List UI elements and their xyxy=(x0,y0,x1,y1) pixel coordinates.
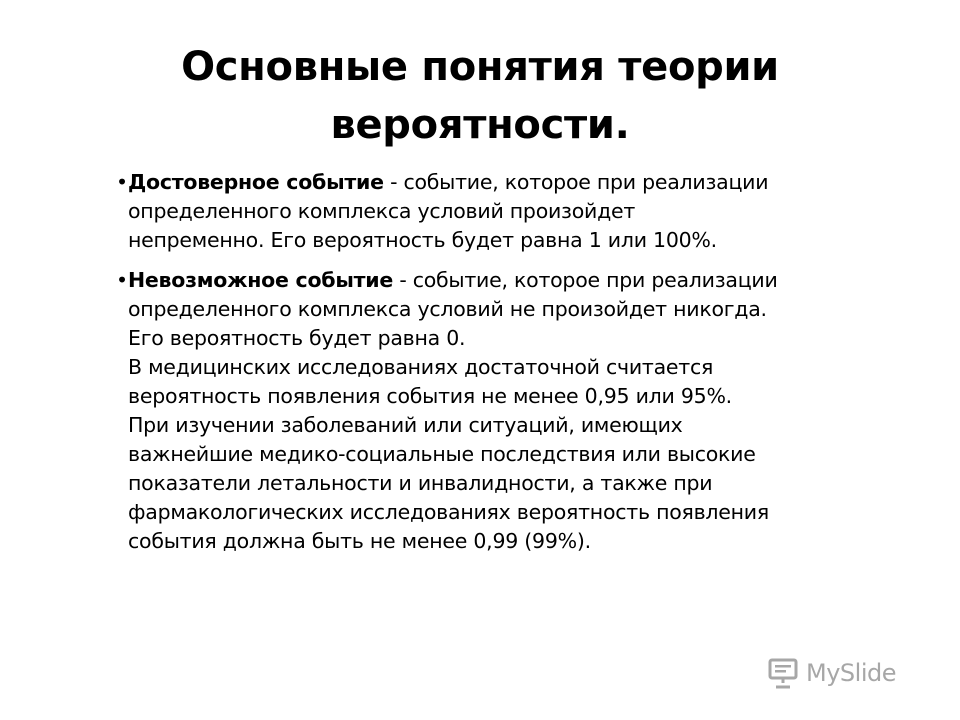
watermark-text: MySlide xyxy=(806,659,896,687)
slide-title xyxy=(40,38,920,154)
bullet-text-line: вероятность появления события не менее 0,95 или 95%. xyxy=(128,384,732,408)
slide-title-line-1: Основные понятия теории xyxy=(181,44,779,90)
term-impossible-event: Невозможное событие xyxy=(128,268,394,292)
bullet-item-certain-event xyxy=(116,168,948,255)
bullet-text-line: определенного комплекса условий не произойдет никогда. xyxy=(128,297,767,321)
definition-start: - событие, которое при реализации xyxy=(393,268,778,292)
bullet-dot-icon: • xyxy=(116,268,128,292)
bullet-dot-icon: • xyxy=(116,170,128,194)
bullet-first-line xyxy=(128,168,948,197)
slide-title-line-2: вероятности. xyxy=(330,102,630,148)
definition-start: - событие, которое при реализации xyxy=(383,170,769,194)
bullet-text-line: определенного комплекса условий произойдет xyxy=(128,199,636,223)
bullet-text-line: события должна быть не менее 0,99 (99%). xyxy=(128,529,591,553)
bullet-item-impossible-event xyxy=(116,266,948,556)
bullet-text-line: важнейшие медико-социальные последствия или высокие xyxy=(128,442,756,466)
myslide-watermark xyxy=(766,655,896,691)
bullet-text-line: В медицинских исследованиях достаточной считается xyxy=(128,355,714,379)
bullet-list xyxy=(116,168,948,556)
bullet-text-line: показатели летальности и инвалидности, а также при xyxy=(128,471,713,495)
bullet-first-line xyxy=(128,266,948,295)
bullet-text-line: непременно. Его вероятность будет равна 1 или 100%. xyxy=(128,228,717,252)
bullet-text-line: фармакологических исследованиях вероятность появления xyxy=(128,500,769,524)
presentation-board-icon xyxy=(766,656,800,690)
bullet-text-line: Его вероятность будет равна 0. xyxy=(128,326,466,350)
bullet-text-line: При изучении заболеваний или ситуаций, имеющих xyxy=(128,413,683,437)
term-certain-event: Достоверное событие xyxy=(128,170,384,194)
